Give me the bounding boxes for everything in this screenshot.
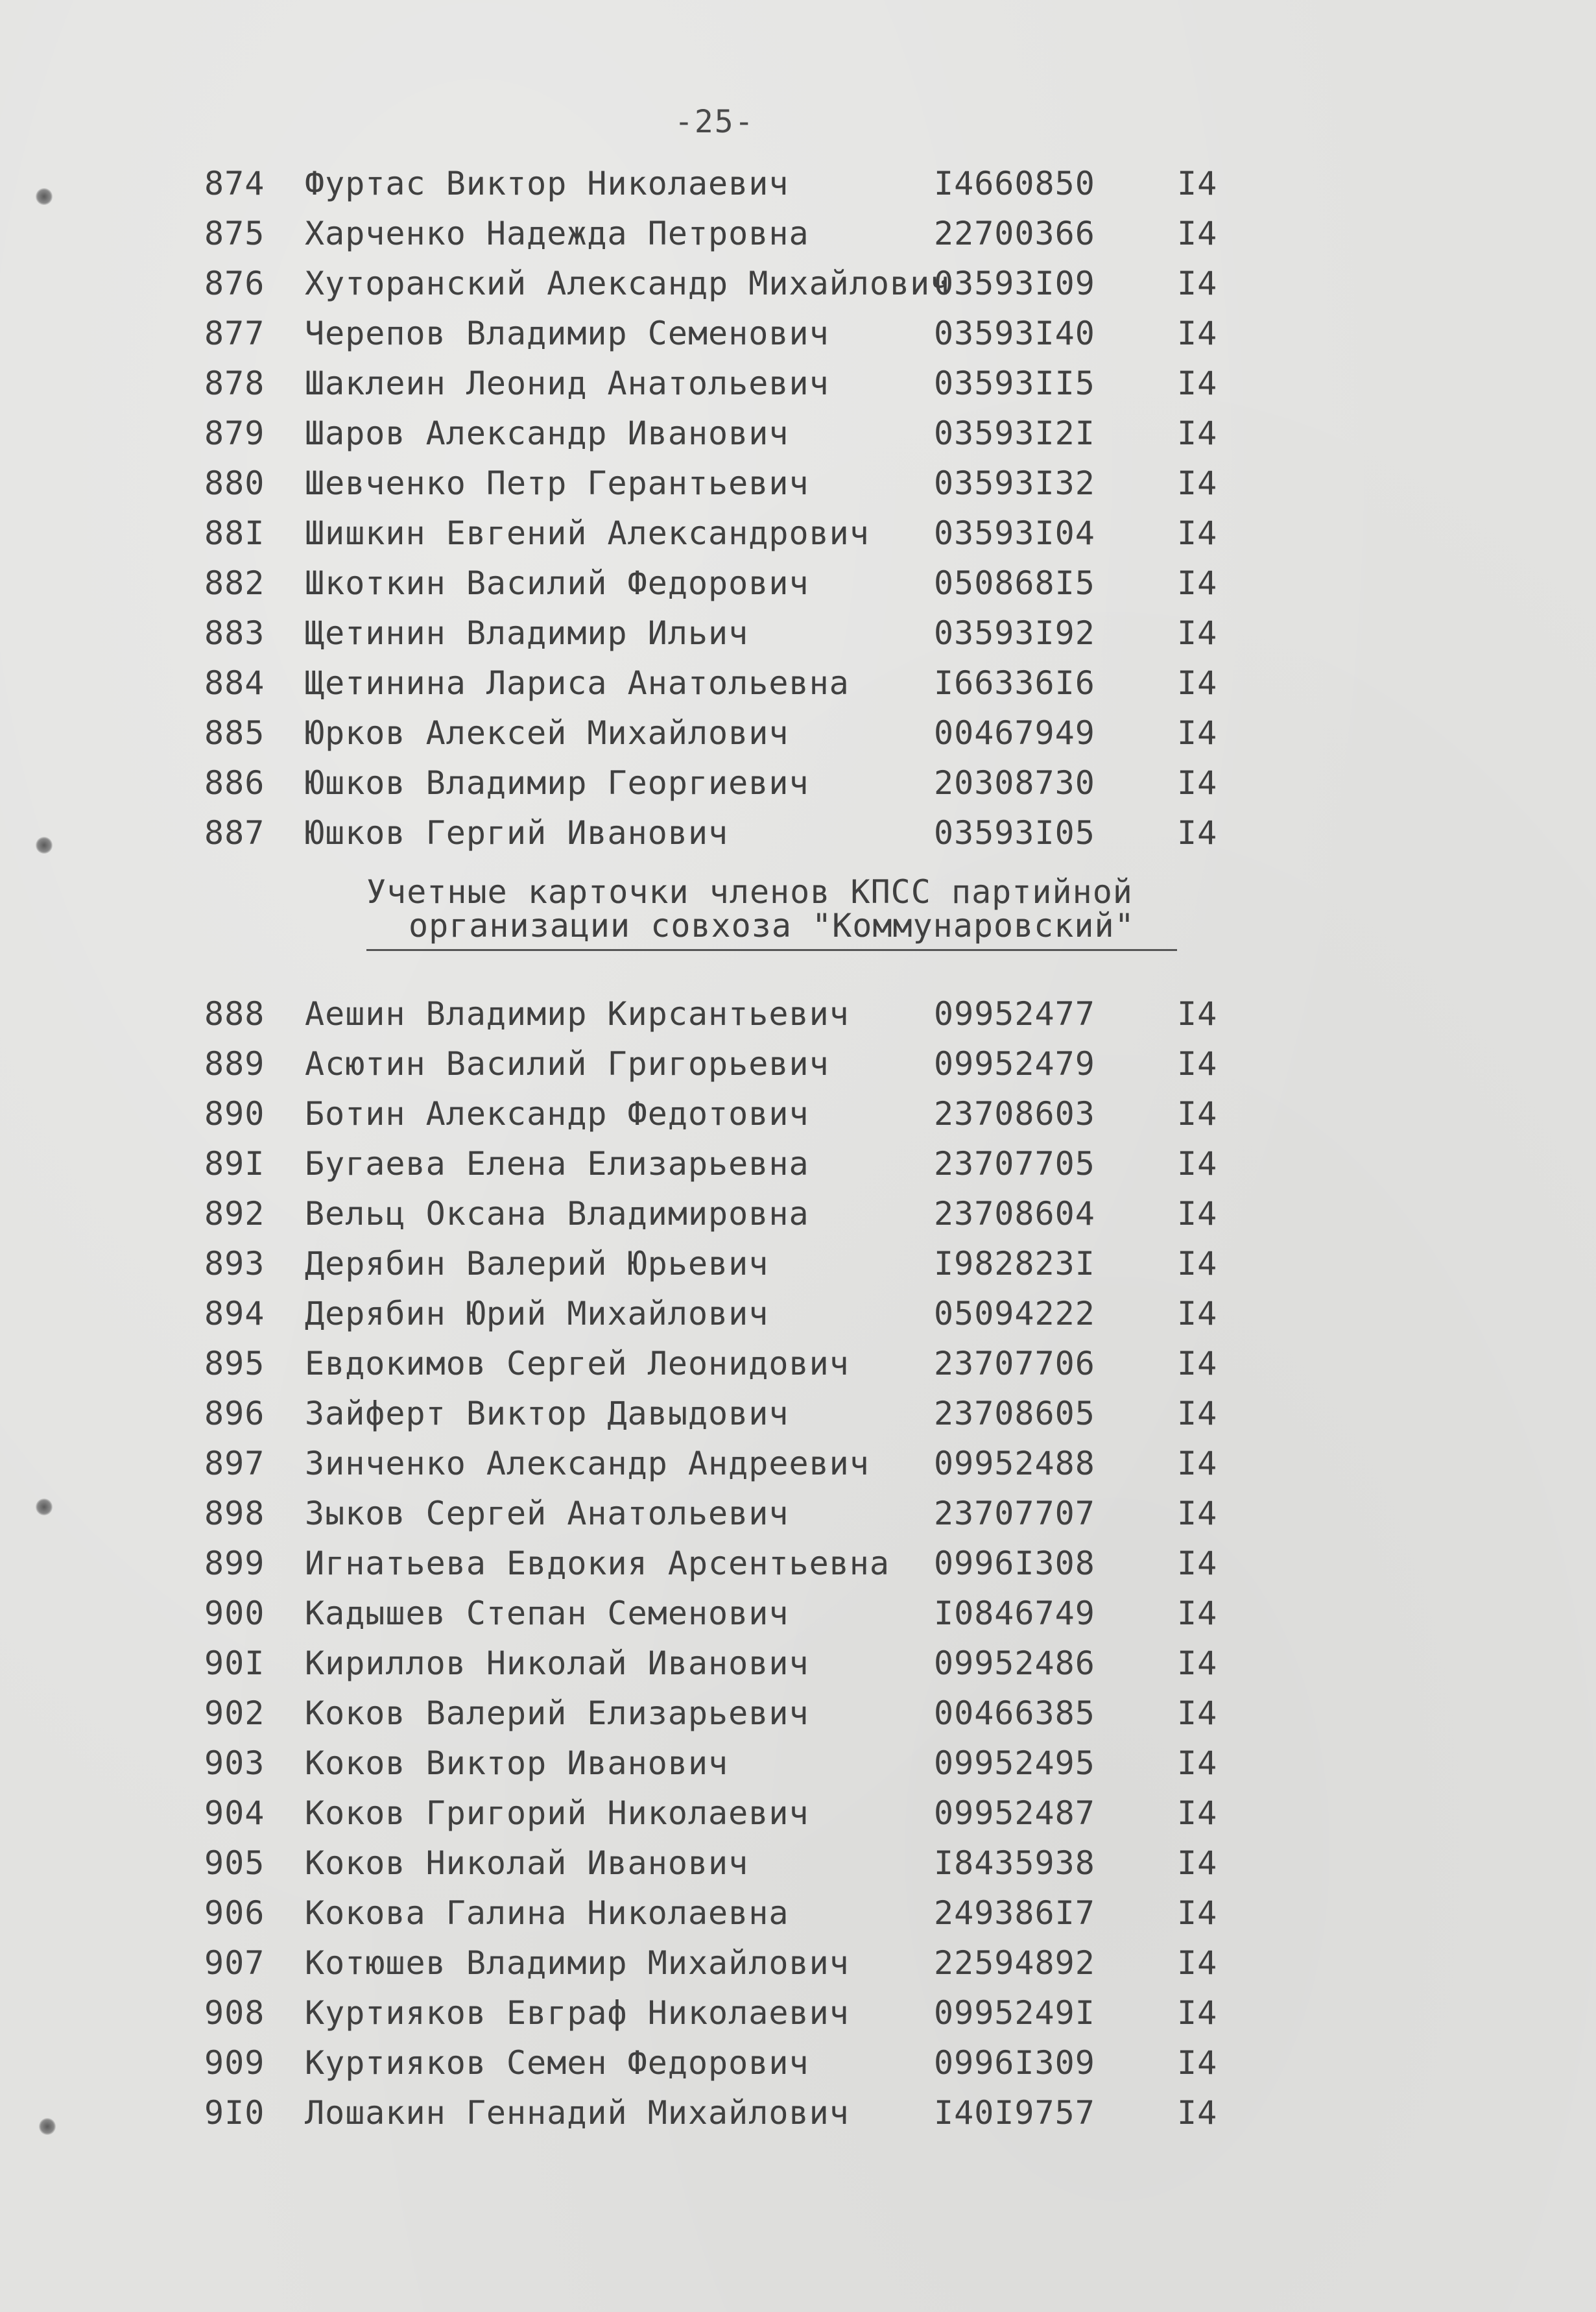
list-item (0, 509, 1596, 559)
entry-number: 903 (204, 1744, 265, 1782)
list-item (0, 1089, 1596, 1139)
entry-count: I4 (1177, 995, 1218, 1033)
member-name: Юшков Владимир Георгиевич (305, 764, 809, 802)
section-heading-line: Учетные карточки членов КПСС партийной (366, 873, 1133, 911)
list-item (0, 1589, 1596, 1639)
list-item (0, 758, 1596, 808)
member-name: Бугаева Елена Елизарьевна (305, 1145, 809, 1183)
list-item (0, 1739, 1596, 1788)
card-number: I40I9757 (934, 2094, 1095, 2132)
entry-number: 880 (204, 464, 265, 502)
list-item (0, 808, 1596, 858)
card-number: 03593I40 (934, 315, 1095, 352)
card-number: I4660850 (934, 165, 1095, 202)
member-name: Щетинина Лариса Анатольевна (305, 664, 850, 702)
list-item (0, 1689, 1596, 1739)
entry-count: I4 (1177, 1694, 1218, 1732)
member-list (0, 159, 1596, 858)
entry-number: 907 (204, 1944, 265, 1982)
list-item (0, 409, 1596, 459)
card-number: 249386I7 (934, 1894, 1095, 1932)
card-number: 03593I92 (934, 614, 1095, 652)
list-item (0, 1339, 1596, 1389)
entry-number: 9I0 (204, 2094, 265, 2132)
entry-number: 893 (204, 1245, 265, 1282)
entry-count: I4 (1177, 1794, 1218, 1832)
entry-count: I4 (1177, 1944, 1218, 1982)
list-item (0, 259, 1596, 309)
entry-count: I4 (1177, 2044, 1218, 2082)
entry-count: I4 (1177, 1595, 1218, 1632)
page-number: -25- (674, 104, 755, 140)
entry-count: I4 (1177, 1844, 1218, 1882)
member-name: Шишкин Евгений Александрович (305, 514, 870, 552)
list-item (0, 159, 1596, 209)
member-name: Шаров Александр Иванович (305, 415, 789, 452)
card-number: 0995249I (934, 1994, 1095, 2032)
member-name: Харченко Надежда Петровна (305, 215, 809, 252)
entry-number: 882 (204, 564, 265, 602)
card-number: I8435938 (934, 1844, 1095, 1882)
list-item (0, 1838, 1596, 1888)
list-item (0, 1888, 1596, 1938)
entry-number: 883 (204, 614, 265, 652)
member-name: Вельц Оксана Владимировна (305, 1195, 809, 1233)
card-number: 03593I32 (934, 464, 1095, 502)
entry-count: I4 (1177, 1644, 1218, 1682)
entry-count: I4 (1177, 1245, 1218, 1282)
card-number: 23708603 (934, 1095, 1095, 1133)
entry-count: I4 (1177, 1545, 1218, 1582)
entry-number: 886 (204, 764, 265, 802)
member-name: Игнатьева Евдокия Арсентьевна (305, 1545, 890, 1582)
entry-count: I4 (1177, 415, 1218, 452)
card-number: 050868I5 (934, 564, 1095, 602)
member-name: Котюшев Владимир Михайлович (305, 1944, 850, 1982)
entry-number: 905 (204, 1844, 265, 1882)
list-item (0, 1988, 1596, 2038)
member-name: Кокова Галина Николаевна (305, 1894, 789, 1932)
entry-number: 874 (204, 165, 265, 202)
entry-number: 909 (204, 2044, 265, 2082)
entry-count: I4 (1177, 664, 1218, 702)
entry-number: 904 (204, 1794, 265, 1832)
list-item (0, 658, 1596, 708)
entry-number: 895 (204, 1345, 265, 1382)
card-number: 05094222 (934, 1295, 1095, 1332)
entry-number: 898 (204, 1495, 265, 1532)
card-number: 09952488 (934, 1445, 1095, 1482)
entry-number: 889 (204, 1045, 265, 1083)
entry-count: I4 (1177, 1095, 1218, 1133)
entry-count: I4 (1177, 1994, 1218, 2032)
entry-count: I4 (1177, 564, 1218, 602)
list-item (0, 309, 1596, 359)
list-item (0, 1289, 1596, 1339)
list-item (0, 1389, 1596, 1439)
entry-count: I4 (1177, 1395, 1218, 1432)
entry-count: I4 (1177, 1045, 1218, 1083)
card-number: 09952477 (934, 995, 1095, 1033)
card-number: 03593I2I (934, 415, 1095, 452)
member-name: Шаклеин Леонид Анатольевич (305, 365, 829, 402)
list-item (0, 1489, 1596, 1539)
card-number: 09952495 (934, 1744, 1095, 1782)
list-item (0, 2038, 1596, 2088)
card-number: 00467949 (934, 714, 1095, 752)
entry-count: I4 (1177, 1495, 1218, 1532)
member-name: Дерябин Юрий Михайлович (305, 1295, 769, 1332)
entry-number: 899 (204, 1545, 265, 1582)
member-name: Евдокимов Сергей Леонидович (305, 1345, 850, 1382)
member-name: Коков Григорий Николаевич (305, 1794, 809, 1832)
member-name: Зайферт Виктор Давыдович (305, 1395, 789, 1432)
list-item (0, 559, 1596, 608)
member-name: Юрков Алексей Михайлович (305, 714, 789, 752)
list-item (0, 1439, 1596, 1489)
card-number: 0996I309 (934, 2044, 1095, 2082)
entry-number: 906 (204, 1894, 265, 1932)
entry-number: 879 (204, 415, 265, 452)
list-item (0, 459, 1596, 509)
card-number: 23707705 (934, 1145, 1095, 1183)
member-name: Коков Николай Иванович (305, 1844, 749, 1882)
card-number: I982823I (934, 1245, 1095, 1282)
card-number: 03593I04 (934, 514, 1095, 552)
entry-count: I4 (1177, 1345, 1218, 1382)
list-item (0, 1639, 1596, 1689)
entry-count: I4 (1177, 2094, 1218, 2132)
member-name: Дерябин Валерий Юрьевич (305, 1245, 769, 1282)
member-name: Асютин Василий Григорьевич (305, 1045, 829, 1083)
member-name: Ботин Александр Федотович (305, 1095, 809, 1133)
entry-count: I4 (1177, 614, 1218, 652)
entry-number: 888 (204, 995, 265, 1033)
entry-count: I4 (1177, 1295, 1218, 1332)
card-number: 22594892 (934, 1944, 1095, 1982)
entry-count: I4 (1177, 464, 1218, 502)
list-item (0, 359, 1596, 409)
card-number: 23707706 (934, 1345, 1095, 1382)
entry-count: I4 (1177, 365, 1218, 402)
list-item (0, 1189, 1596, 1239)
list-item (0, 989, 1596, 1039)
entry-number: 875 (204, 215, 265, 252)
list-item (0, 1938, 1596, 1988)
member-name: Шевченко Петр Герантьевич (305, 464, 809, 502)
entry-number: 887 (204, 814, 265, 852)
entry-count: I4 (1177, 215, 1218, 252)
list-item (0, 1239, 1596, 1289)
entry-count: I4 (1177, 315, 1218, 352)
entry-count: I4 (1177, 165, 1218, 202)
heading-underline (366, 949, 1177, 951)
member-name: Куртияков Семен Федорович (305, 2044, 809, 2082)
list-item (0, 1539, 1596, 1589)
entry-count: I4 (1177, 1894, 1218, 1932)
member-name: Юшков Гергий Иванович (305, 814, 729, 852)
entry-count: I4 (1177, 814, 1218, 852)
member-name: Куртияков Евграф Николаевич (305, 1994, 850, 2032)
entry-number: 877 (204, 315, 265, 352)
entry-count: I4 (1177, 265, 1218, 302)
member-name: Коков Виктор Иванович (305, 1744, 729, 1782)
member-name: Щетинин Владимир Ильич (305, 614, 749, 652)
list-item (0, 608, 1596, 658)
list-item (0, 1139, 1596, 1189)
card-number: 03593I05 (934, 814, 1095, 852)
card-number: I66336I6 (934, 664, 1095, 702)
entry-count: I4 (1177, 1445, 1218, 1482)
entry-number: 876 (204, 265, 265, 302)
list-item (0, 1788, 1596, 1838)
list-item (0, 209, 1596, 259)
entry-number: 896 (204, 1395, 265, 1432)
entry-number: 890 (204, 1095, 265, 1133)
card-number: 09952486 (934, 1644, 1095, 1682)
entry-number: 902 (204, 1694, 265, 1732)
entry-number: 897 (204, 1445, 265, 1482)
member-name: Фуртас Виктор Николаевич (305, 165, 789, 202)
member-name: Зыков Сергей Анатольевич (305, 1495, 789, 1532)
list-item (0, 2088, 1596, 2138)
member-list (0, 989, 1596, 2138)
entry-count: I4 (1177, 514, 1218, 552)
list-item (0, 708, 1596, 758)
card-number: 0996I308 (934, 1545, 1095, 1582)
member-name: Кириллов Николай Иванович (305, 1644, 809, 1682)
entry-count: I4 (1177, 764, 1218, 802)
card-number: 22700366 (934, 215, 1095, 252)
entry-number: 885 (204, 714, 265, 752)
card-number: 23708604 (934, 1195, 1095, 1233)
entry-number: 88I (204, 514, 265, 552)
card-number: 00466385 (934, 1694, 1095, 1732)
card-number: I0846749 (934, 1595, 1095, 1632)
list-item (0, 1039, 1596, 1089)
member-name: Черепов Владимир Семенович (305, 315, 829, 352)
card-number: 20308730 (934, 764, 1095, 802)
entry-count: I4 (1177, 1195, 1218, 1233)
card-number: 23708605 (934, 1395, 1095, 1432)
entry-number: 89I (204, 1145, 265, 1183)
card-number: 09952479 (934, 1045, 1095, 1083)
member-name: Аешин Владимир Кирсантьевич (305, 995, 850, 1033)
entry-count: I4 (1177, 1145, 1218, 1183)
entry-number: 894 (204, 1295, 265, 1332)
entry-count: I4 (1177, 1744, 1218, 1782)
member-name: Зинченко Александр Андреевич (305, 1445, 870, 1482)
entry-number: 908 (204, 1994, 265, 2032)
card-number: 23707707 (934, 1495, 1095, 1532)
section-heading-line: организации совхоза "Коммунаровский" (409, 907, 1135, 945)
entry-number: 90I (204, 1644, 265, 1682)
card-number: 03593II5 (934, 365, 1095, 402)
card-number: 09952487 (934, 1794, 1095, 1832)
member-name: Лошакин Геннадий Михайлович (305, 2094, 850, 2132)
member-name: Шкоткин Василий Федорович (305, 564, 809, 602)
member-name: Коков Валерий Елизарьевич (305, 1694, 809, 1732)
entry-number: 878 (204, 365, 265, 402)
entry-number: 892 (204, 1195, 265, 1233)
card-number: 03593I09 (934, 265, 1095, 302)
member-name: Хуторанский Александр Михайлович (305, 265, 951, 302)
entry-number: 884 (204, 664, 265, 702)
member-name: Кадышев Степан Семенович (305, 1595, 789, 1632)
entry-number: 900 (204, 1595, 265, 1632)
entry-count: I4 (1177, 714, 1218, 752)
